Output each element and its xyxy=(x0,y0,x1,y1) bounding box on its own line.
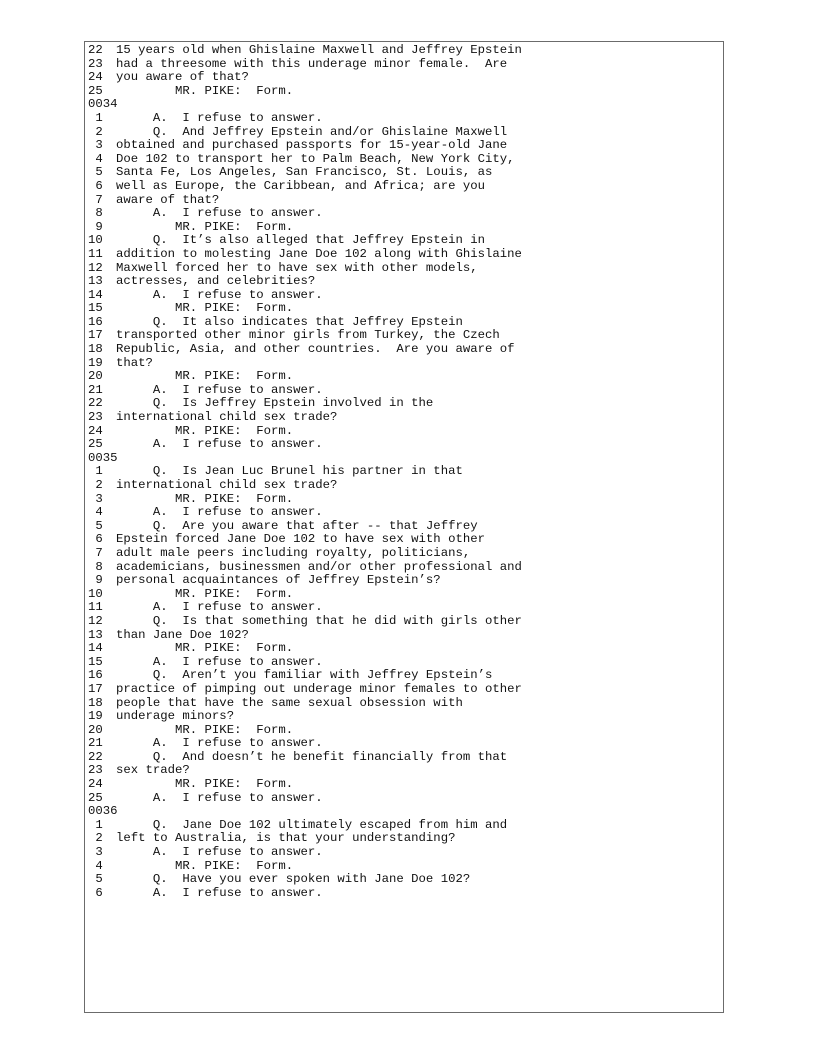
transcript-line xyxy=(88,669,723,683)
line-number: 2 xyxy=(88,831,103,846)
line-text: A. I refuse to answer. xyxy=(116,790,323,805)
transcript-line xyxy=(88,832,723,846)
transcript-line xyxy=(88,438,723,452)
transcript-line xyxy=(88,493,723,507)
line-number: 9 xyxy=(88,573,103,588)
line-text: MR. PIKE: Form. xyxy=(116,423,294,438)
page-marker-line xyxy=(88,98,723,112)
transcript-line xyxy=(88,533,723,547)
transcript-line xyxy=(88,85,723,99)
transcript-line xyxy=(88,588,723,602)
line-number: 11 xyxy=(88,600,103,615)
line-number: 8 xyxy=(88,559,103,574)
transcript-line xyxy=(88,316,723,330)
transcript-line xyxy=(88,207,723,221)
line-number: 6 xyxy=(88,532,103,547)
line-number: 2 xyxy=(88,124,103,139)
line-text: 15 years old when Ghislaine Maxwell and Jeffrey Epstein xyxy=(116,43,522,57)
line-text: international child sex trade? xyxy=(116,410,338,425)
line-number: 21 xyxy=(88,382,103,397)
line-text: MR. PIKE: Form. xyxy=(116,777,294,792)
line-number: 25 xyxy=(88,790,103,805)
page-number: 0035 xyxy=(88,450,118,465)
transcript-line xyxy=(88,275,723,289)
transcript-line xyxy=(88,343,723,357)
line-number: 6 xyxy=(88,178,103,193)
line-number: 1 xyxy=(88,110,103,125)
transcript-line xyxy=(88,465,723,479)
transcript-line xyxy=(88,302,723,316)
line-text: MR. PIKE: Form. xyxy=(116,722,294,737)
line-number: 22 xyxy=(88,396,103,411)
transcript-line xyxy=(88,425,723,439)
line-number: 3 xyxy=(88,138,103,153)
line-text: personal acquaintances of Jeffrey Epstein’s? xyxy=(116,573,441,588)
line-text: MR. PIKE: Form. xyxy=(116,83,294,98)
line-text: academicians, businessmen and/or other professional and xyxy=(116,559,522,574)
transcript-line xyxy=(88,194,723,208)
line-text: Q. It’s also alleged that Jeffrey Epstein in xyxy=(116,233,485,248)
line-number: 5 xyxy=(88,872,103,887)
line-text: transported other minor girls from Turkey, the Czech xyxy=(116,328,500,343)
transcript-line xyxy=(88,44,723,58)
transcript-line xyxy=(88,792,723,806)
line-number: 3 xyxy=(88,491,103,506)
line-number: 15 xyxy=(88,301,103,316)
page-number: 0036 xyxy=(88,804,118,819)
transcript-line xyxy=(88,58,723,72)
line-number: 8 xyxy=(88,206,103,221)
transcript-page xyxy=(84,41,724,1013)
transcript-line xyxy=(88,887,723,901)
line-text: MR. PIKE: Form. xyxy=(116,219,294,234)
line-number: 5 xyxy=(88,165,103,180)
transcript-line xyxy=(88,547,723,561)
line-text: MR. PIKE: Form. xyxy=(116,491,294,506)
line-number: 12 xyxy=(88,260,103,275)
line-text: Q. And doesn’t he benefit financially from that xyxy=(116,749,508,764)
line-number: 21 xyxy=(88,736,103,751)
page-number: 0034 xyxy=(88,97,118,112)
line-text xyxy=(116,98,723,112)
line-number: 23 xyxy=(88,56,103,71)
line-text xyxy=(116,452,723,466)
line-number: 15 xyxy=(88,654,103,669)
line-number: 1 xyxy=(88,817,103,832)
line-number: 10 xyxy=(88,586,103,601)
transcript-line xyxy=(88,126,723,140)
line-text: A. I refuse to answer. xyxy=(116,110,323,125)
line-number: 18 xyxy=(88,342,103,357)
line-number: 24 xyxy=(88,777,103,792)
transcript-line xyxy=(88,574,723,588)
line-text: MR. PIKE: Form. xyxy=(116,301,294,316)
line-number: 4 xyxy=(88,505,103,520)
transcript-line xyxy=(88,561,723,575)
line-number: 3 xyxy=(88,845,103,860)
transcript-line xyxy=(88,860,723,874)
line-number: 19 xyxy=(88,355,103,370)
transcript-line xyxy=(88,384,723,398)
transcript-line xyxy=(88,737,723,751)
line-text: A. I refuse to answer. xyxy=(116,206,323,221)
transcript-line xyxy=(88,846,723,860)
line-number: 4 xyxy=(88,858,103,873)
line-text: MR. PIKE: Form. xyxy=(116,858,294,873)
line-text: Q. And Jeffrey Epstein and/or Ghislaine Maxwell xyxy=(116,124,508,139)
line-number: 9 xyxy=(88,219,103,234)
transcript-line xyxy=(88,357,723,371)
transcript-line xyxy=(88,71,723,85)
line-number: 23 xyxy=(88,410,103,425)
page-marker-line xyxy=(88,452,723,466)
line-text: had a threesome with this underage minor female. Are xyxy=(116,56,508,71)
line-number: 25 xyxy=(88,437,103,452)
transcript-line xyxy=(88,819,723,833)
line-text: international child sex trade? xyxy=(116,478,338,492)
line-text: that? xyxy=(116,355,153,370)
line-number: 13 xyxy=(88,274,103,289)
line-number: 11 xyxy=(88,246,103,261)
line-number: 25 xyxy=(88,83,103,98)
line-number: 7 xyxy=(88,192,103,207)
transcript-line xyxy=(88,329,723,343)
line-number: 17 xyxy=(88,681,103,696)
transcript-line xyxy=(88,411,723,425)
line-text: than Jane Doe 102? xyxy=(116,627,249,642)
line-number: 4 xyxy=(88,151,103,166)
transcript-line xyxy=(88,601,723,615)
transcript-line xyxy=(88,751,723,765)
transcript-line xyxy=(88,656,723,670)
line-text: Q. Is Jean Luc Brunel his partner in that xyxy=(116,464,463,479)
transcript-line xyxy=(88,520,723,534)
transcript-line xyxy=(88,153,723,167)
transcript-line xyxy=(88,506,723,520)
line-text: aware of that? xyxy=(116,192,220,207)
transcript-line xyxy=(88,479,723,493)
transcript-line xyxy=(88,710,723,724)
transcript-line xyxy=(88,615,723,629)
transcript-line xyxy=(88,112,723,126)
line-number: 23 xyxy=(88,763,103,778)
line-text: you aware of that? xyxy=(116,70,249,85)
line-text: obtained and purchased passports for 15-year-old Jane xyxy=(116,138,508,153)
line-text: MR. PIKE: Form. xyxy=(116,586,294,601)
line-text: practice of pimping out underage minor females to other xyxy=(116,681,522,696)
line-text: Republic, Asia, and other countries. Are you aware of xyxy=(116,342,515,357)
line-number: 7 xyxy=(88,545,103,560)
line-text: Epstein forced Jane Doe 102 to have sex with other xyxy=(116,532,485,547)
line-text: people that have the same sexual obsession with xyxy=(116,695,463,710)
line-text: underage minors? xyxy=(116,709,235,724)
line-number: 20 xyxy=(88,722,103,737)
transcript-line xyxy=(88,697,723,711)
transcript-line xyxy=(88,642,723,656)
line-text: A. I refuse to answer. xyxy=(116,736,323,751)
line-text: Santa Fe, Los Angeles, San Francisco, St. Louis, as xyxy=(116,165,493,180)
line-text: MR. PIKE: Form. xyxy=(116,641,294,656)
line-text: Q. Aren’t you familiar with Jeffrey Epstein’s xyxy=(116,668,493,683)
transcript-line xyxy=(88,262,723,276)
transcript-line xyxy=(88,683,723,697)
line-text: A. I refuse to answer. xyxy=(116,654,323,669)
transcript-line xyxy=(88,248,723,262)
transcript-line xyxy=(88,397,723,411)
line-text: A. I refuse to answer. xyxy=(116,382,323,397)
line-number: 13 xyxy=(88,627,103,642)
line-text xyxy=(116,805,723,819)
line-text: MR. PIKE: Form. xyxy=(116,369,294,384)
line-text: adult male peers including royalty, politicians, xyxy=(116,545,471,560)
transcript-line xyxy=(88,234,723,248)
line-number: 22 xyxy=(88,43,103,57)
line-text: Maxwell forced her to have sex with other models, xyxy=(116,260,478,275)
transcript-line xyxy=(88,873,723,887)
line-text: actresses, and celebrities? xyxy=(116,274,316,289)
line-number: 18 xyxy=(88,695,103,710)
line-number: 24 xyxy=(88,70,103,85)
line-text: left to Australia, is that your understanding? xyxy=(116,831,456,846)
line-number: 20 xyxy=(88,369,103,384)
line-text: Q. Have you ever spoken with Jane Doe 102? xyxy=(116,872,471,887)
line-text: A. I refuse to answer. xyxy=(116,600,323,615)
line-text: Q. It also indicates that Jeffrey Epstein xyxy=(116,314,463,329)
line-number: 5 xyxy=(88,518,103,533)
line-number: 14 xyxy=(88,641,103,656)
transcript-line xyxy=(88,778,723,792)
line-number: 24 xyxy=(88,423,103,438)
line-number: 16 xyxy=(88,668,103,683)
line-number: 6 xyxy=(88,885,103,900)
transcript-line xyxy=(88,629,723,643)
line-number: 22 xyxy=(88,749,103,764)
line-text: Q. Is that something that he did with girls other xyxy=(116,613,522,628)
line-text: Q. Is Jeffrey Epstein involved in the xyxy=(116,396,434,411)
transcript-line xyxy=(88,724,723,738)
line-number: 19 xyxy=(88,709,103,724)
line-text: well as Europe, the Caribbean, and Africa; are you xyxy=(116,178,485,193)
line-text: A. I refuse to answer. xyxy=(116,885,323,900)
line-number: 17 xyxy=(88,328,103,343)
line-text: A. I refuse to answer. xyxy=(116,505,323,520)
line-text: addition to molesting Jane Doe 102 along with Ghislaine xyxy=(116,246,522,261)
line-number: 1 xyxy=(88,464,103,479)
line-text: A. I refuse to answer. xyxy=(116,437,323,452)
line-text: Q. Are you aware that after -- that Jeffrey xyxy=(116,518,478,533)
transcript-line xyxy=(88,180,723,194)
transcript-line xyxy=(88,221,723,235)
line-text: Doe 102 to transport her to Palm Beach, New York City, xyxy=(116,151,515,166)
line-number: 12 xyxy=(88,613,103,628)
line-text: sex trade? xyxy=(116,763,190,778)
transcript-line xyxy=(88,289,723,303)
line-number: 16 xyxy=(88,314,103,329)
transcript-line xyxy=(88,166,723,180)
line-number: 14 xyxy=(88,287,103,302)
transcript-line xyxy=(88,370,723,384)
transcript-line xyxy=(88,139,723,153)
line-text: A. I refuse to answer. xyxy=(116,287,323,302)
page-marker-line xyxy=(88,805,723,819)
line-number: 2 xyxy=(88,478,103,492)
line-text: A. I refuse to answer. xyxy=(116,845,323,860)
line-number: 10 xyxy=(88,233,103,248)
transcript-line xyxy=(88,764,723,778)
line-text: Q. Jane Doe 102 ultimately escaped from him and xyxy=(116,817,508,832)
